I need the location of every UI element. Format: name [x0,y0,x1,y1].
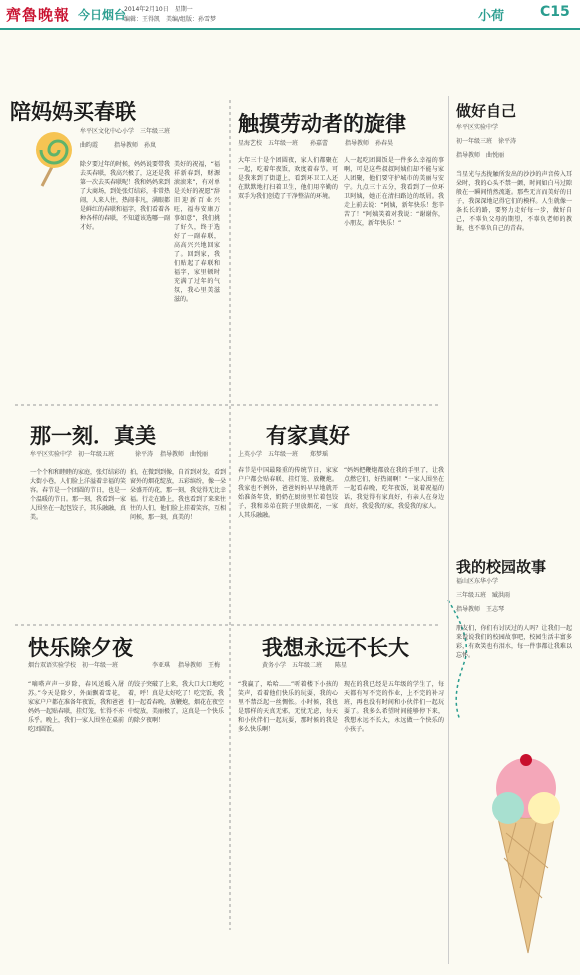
sidebar-school: 牟平区实验中学 [456,124,499,131]
article-author: 孙嘉蕾 [310,140,329,147]
newspaper-brand: 齊魯晚報 [6,6,71,24]
article-teacher: 指导教师 孙岚 [114,142,157,149]
article-body: 一个个和和睦睦的家庭，张灯结彩的大街小巷，人们脸上洋溢着幸福的笑容。春节是一个团圆的节日，也是一个温暖的节日。那一刻，我看到一家人围坐在一起包饺子，其乐融融，真美。 [30,469,126,521]
page-number: C15 [540,4,570,20]
article-author: 李亚琪 [152,662,171,669]
article-body: 拍，在微到到像，自首到对发，看到窗外的烟花绽放，五彩缤纷，像一朵朵盛开的花，那一刻，我觉得无比幸福。行走在路上，我也看到了来来往往的人们，他们脸上挂着笑容，互相问候，那一刻，真美的！ [130,469,226,521]
sidebar-teacher: 指导教师 曲悦丽 [456,152,505,159]
sidebar-teacher: 指导教师 王志琴 [456,606,505,613]
article-author: 曲昀霞 [80,142,99,149]
article-body: 春节是中国最隆重的传统节日，家家户户都会贴春联、挂灯笼、放鞭炮。我家也不例外，爸爸妈妈早早地就开始准备年货，奶奶在厨房里忙着包饺子，我和弟弟在院子里放烟花，一家人其乐融融。 [238,467,338,519]
sidebar-school: 福山区东华小学 [456,578,499,585]
sidebar-divider [448,96,449,964]
article-body: 大年三十是个团圆夜，家人们都聚在一起，吃着年夜饭，欢度着春节。可是我来到了街道上，看到环卫工人还在默默地打扫着卫生，他们用辛勤的双手为我们创造了干净整洁的环境。 [238,157,338,200]
sidebar-body: 朋友们，你们有讨厌过的人吗？让我们一起来说说我们的校园故事吧，校园生活丰富多彩，有欢笑也有泪水，每一件事都让我难以忘怀。 [456,625,572,659]
article-title: 快乐除夕夜 [28,635,133,660]
sidebar-title: 做好自己 [456,102,517,120]
article-author: 徐平涛 [135,451,154,458]
sidebar-title: 我的校园故事 [456,558,547,576]
column-name: 小荷 [478,9,505,24]
article-author: 陈星 [335,662,348,669]
sidebar-body: 当星光与杰拢触所发出的沙沙的声音传入耳朵时，我的心头不禁一颤，时间如白马过隙般在一瞬间悄然流逝。那些无言而美好的日子，我深深地记得它们的模样。人生就像一条长长的路，要努力走好每一步，做好自己，不辜负父母的期望，不辜负老师的教诲，也不辜负自己的青春。 [456,171,572,232]
article-title: 我想永远不长大 [262,635,409,660]
article-school: 牟平区文化中心小学 三年级三班 [80,128,171,135]
article-school: 上英小学 五年级一班 [238,451,299,458]
article-school: 星海艺校 五年级一班 [238,140,299,147]
article-title: 陪妈妈买春联 [10,99,136,124]
article-body: “嘀嗒声声一岁除，春风送暖入屠苏。”今天是除夕，外面飘着雪花，家家户户都在准备年夜饭，我和爸爸妈妈一起贴春联，挂灯笼，忙得不亦乐乎。晚上，我们一家人围坐在桌前吃团圆饭。 [28,681,124,733]
article-school: 烟台双语实验学校 初一年级一班 [28,662,119,669]
editors-line: 编辑：王得凯 美编/组版：孙雪梦 [124,16,217,23]
article-author: 郑梦瑶 [310,451,329,458]
page-header [0,0,580,30]
article-body: “我赢了，哈哈……”听着楼下小孩的笑声，看着他们快乐的玩耍，我的心里不禁泛起一丝惆怅。小时候，我也是那样的天真无邪，无忧无虑，每天和小伙伴们一起玩耍，那时候的我是多么快乐啊！ [238,681,338,733]
article-title: 有家真好 [266,423,350,448]
ice-cream-icon [478,718,574,958]
article-body: 的饺子突破了上来，我大口大口地吃着，呼！真是太好吃了！吃完饭，我们一起看春晚，放鞭炮，烟花在夜空中绽放，美丽极了，这真是一个快乐的除夕夜啊！ [128,681,224,724]
article-title: 那一刻．真美 [30,423,156,448]
issue-date: 2014年2月10日 星期一 [124,6,193,13]
article-teacher: 指导教师 孙春昊 [345,140,394,147]
article-body: 除夕要过年的时候，妈妈说要带我去买春联，我高兴极了，这还是我第一次去买春联呢！我和妈妈来到了大商场，到处张灯结彩，非常热闹，人来人往，热闹非凡，满眼都是鲜红的春联和福字，我们看着各种各样的春联，不知道该选哪一副才好。 [80,161,170,231]
article-teacher: 指导教师 曲悦丽 [160,451,209,458]
article-body: 现在的我已经是五年级的学生了，每天都有写不完的作业，上不完的补习班，再也没有时间和小伙伴们一起玩耍了。我多么希望时间能够停下来，我想永远不长大，永远做一个快乐的小孩子。 [344,681,444,733]
sidebar-class: 初一年级三班 徐平涛 [456,138,517,145]
article-school: 牟平区实验中学 初一年级五班 [30,451,115,458]
article-teacher: 指导教师 王梅 [178,662,221,669]
article-body: 美好的祝福，“福祥新春到，财源滚滚来”，有对单是关好的祝愿“辞旧迎新百业兴旺，福寿安康万事如意”，我们挑了好久，终于选好了一副春联，高高兴兴地回家了。回到家，我们贴起了春联和福字，家里顿时充满了过年的气氛，我心里美滋滋的。 [174,161,220,303]
article-body: 人一起吃团圆饭是一件多么幸福的事啊，可是这些叔叔阿姨们却不能与家人团聚，他们要守护城市的美丽与安宁。九点三十五分，我看到了一位环卫阿姨，她正在清扫路边的纸屑。我走上前去说：“阿姨，新年快乐！您辛苦了！”阿姨笑着对我说：“谢谢你，小朋友，新年快乐！” [344,157,444,227]
article-title: 触摸劳动者的旋律 [238,111,406,136]
sidebar-class: 三年级五班 臧洪雨 [456,592,511,599]
article-body: “妈妈把鞭炮都放在我的手里了，让我点燃它们，好热闹啊！”一家人围坐在一起看春晚，吃年夜饭，说着祝福的话，我觉得有家真好，有亲人在身边真好，我爱我的家，我爱我的家人。 [344,467,444,510]
article-school: 黄务小学 五年级二班 [262,662,323,669]
section-name: 今日烟台 [78,8,127,22]
